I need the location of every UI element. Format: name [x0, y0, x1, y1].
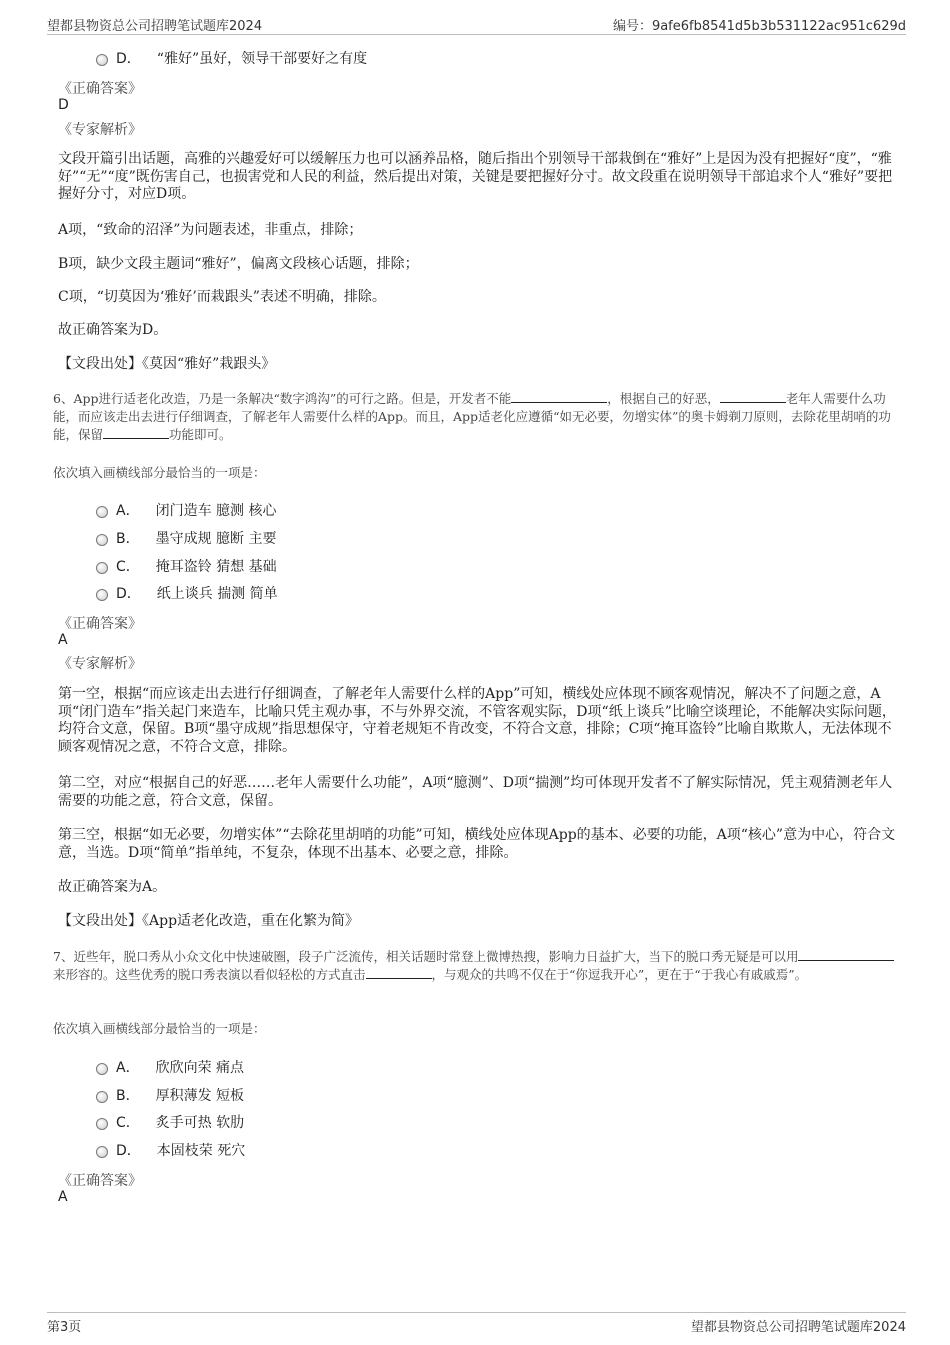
q7-answer: A — [58, 1189, 68, 1205]
fill-blank — [511, 391, 607, 403]
header-title: 望都县物资总公司招聘笔试题库2024 — [47, 19, 263, 34]
q6-analysis-paragraph: 第二空，对应“根据自己的好恶……老年人需要什么功能”，A项“臆测”、D项“揣测”均可体现开发者不了解实际情况，凭主观猜测老年人需要的功能之意，符合文意，保留。 — [58, 775, 893, 809]
q7-stem: 7、近些年，脱口秀从小众文化中快速破圈，段子广泛流传，相关话题时常登上微博热搜，影响力日益扩大，当下的脱口秀无疑是可以用来形容的。这些优秀的脱口秀表演以看似轻松的方式直击 ，与观众的共鸣不仅在于“你逗我开心”，更在于“于我心有戚戚焉”。 — [53, 948, 901, 984]
radio-icon[interactable] — [96, 589, 108, 601]
radio-icon[interactable] — [96, 506, 108, 518]
q5-analysis-label: 《专家解析》 — [58, 122, 142, 138]
q6-analysis-label: 《专家解析》 — [58, 656, 142, 672]
q5-answer: D — [58, 97, 69, 113]
radio-icon[interactable] — [96, 534, 108, 546]
q5-analysis-paragraph: B项，缺少文段主题词“雅好”，偏离文段核心话题，排除； — [58, 256, 419, 272]
q5-analysis-paragraph: 文段开篇引出话题，高雅的兴趣爱好可以缓解压力也可以涵养品格，随后指出个别领导干部栽倒在“雅好”上是因为没有把握好“度”，“雅好”“无”“度”既伤害自己，也损害党和人民的利益，然后提出对策，关键是要把握好分寸。故文段重在说明领导干部追求个人“雅好”要把握好分寸，对应D项。 — [58, 151, 893, 202]
q7-option-c[interactable]: C． 炙手可热 软肋 — [96, 1112, 244, 1134]
q5-option-d[interactable]: D． “雅好”虽好，领导干部要好之有度 — [96, 48, 367, 70]
radio-icon[interactable] — [96, 1063, 108, 1075]
header-doc-id: 编号：9afe6fb8541d5b3b531122ac951c629d — [612, 19, 906, 34]
q6-analysis-paragraph: 故正确答案为A。 — [58, 879, 167, 895]
q7-prompt: 依次填入画横线部分最恰当的一项是： — [53, 1021, 266, 1036]
q6-option-a[interactable]: A． 闭门造车 臆测 核心 — [96, 500, 276, 522]
fill-blank — [798, 949, 894, 961]
q7-option-a[interactable]: A． 欣欣向荣 痛点 — [96, 1057, 244, 1079]
q5-analysis-paragraph: C项，“切莫因为‘雅好’而栽跟头”表述不明确，排除。 — [58, 289, 386, 305]
q5-analysis-paragraph: A项，“致命的沼泽”为问题表述，非重点，排除； — [58, 222, 363, 238]
q6-option-d[interactable]: D． 纸上谈兵 揣测 简单 — [96, 583, 278, 605]
q6-option-c[interactable]: C． 掩耳盗铃 猜想 基础 — [96, 556, 277, 578]
fill-blank — [103, 427, 169, 439]
q6-source: 【文段出处】《App适老化改造，重在化繁为简》 — [58, 913, 360, 929]
fill-blank — [720, 391, 786, 403]
q7-answer-label: 《正确答案》 — [58, 1173, 142, 1189]
q7-option-b[interactable]: B． 厚积薄发 短板 — [96, 1085, 244, 1107]
q5-analysis-paragraph: 故正确答案为D。 — [58, 322, 168, 338]
radio-icon[interactable] — [96, 562, 108, 574]
page-number: 第3页 — [47, 1320, 82, 1335]
q7-option-d[interactable]: D． 本固枝荣 死穴 — [96, 1140, 245, 1162]
q6-analysis-paragraph: 第一空，根据“而应该走出去进行仔细调查，了解老年人需要什么样的App”可知，横线处应体现不顾客观情况，解决不了问题之意，A项“闭门造车”指关起门来造车，比喻只凭主观办事，不与外界交流，不管客观实际，D项“纸上谈兵”比喻空谈理论，不能解决实际问题，均符合文意，保留。B项“墨守成规”指思想保守，守着老规矩不肯改变，不符合文意，排除；C项“掩耳盗铃”比喻自欺欺人，无法体现不顾客观情况之意，不符合文意，排除。 — [58, 686, 896, 755]
footer-title: 望都县物资总公司招聘笔试题库2024 — [690, 1320, 906, 1335]
q6-option-b[interactable]: B． 墨守成规 臆断 主要 — [96, 528, 277, 550]
page-header — [47, 14, 906, 35]
q6-analysis-paragraph: 第三空，根据“如无必要，勿增实体”“去除花里胡哨的功能”可知，横线处应体现App的基本、必要的功能，A项“核心”意为中心，符合文意，当选。D项“简单”指单纯，不复杂，体现不出基本、必要之意，排除。 — [58, 827, 896, 861]
q5-source: 【文段出处】《莫因“雅好”栽跟头》 — [58, 356, 276, 372]
page-footer — [47, 1312, 906, 1337]
q6-answer-label: 《正确答案》 — [58, 616, 142, 632]
radio-icon[interactable] — [96, 1118, 108, 1130]
q6-stem: 6、App进行适老化改造，乃是一条解决“数字鸿沟”的可行之路。但是，开发者不能 ，根据自己的好恶， 老年人需要什么功能，而应该走出去进行仔细调查，了解老年人需要什么样的App。而且，App适老化应遵循“如无必要，勿增实体”的奥卡姆剃刀原则，去除花里胡哨的功能，保留 功能即可。 — [53, 391, 891, 442]
radio-icon[interactable] — [96, 1091, 108, 1103]
q5-answer-label: 《正确答案》 — [58, 81, 142, 97]
radio-icon[interactable] — [96, 54, 108, 66]
q6-prompt: 依次填入画横线部分最恰当的一项是： — [53, 465, 266, 480]
q6-answer: A — [58, 632, 68, 648]
radio-icon[interactable] — [96, 1146, 108, 1158]
fill-blank — [366, 967, 432, 979]
